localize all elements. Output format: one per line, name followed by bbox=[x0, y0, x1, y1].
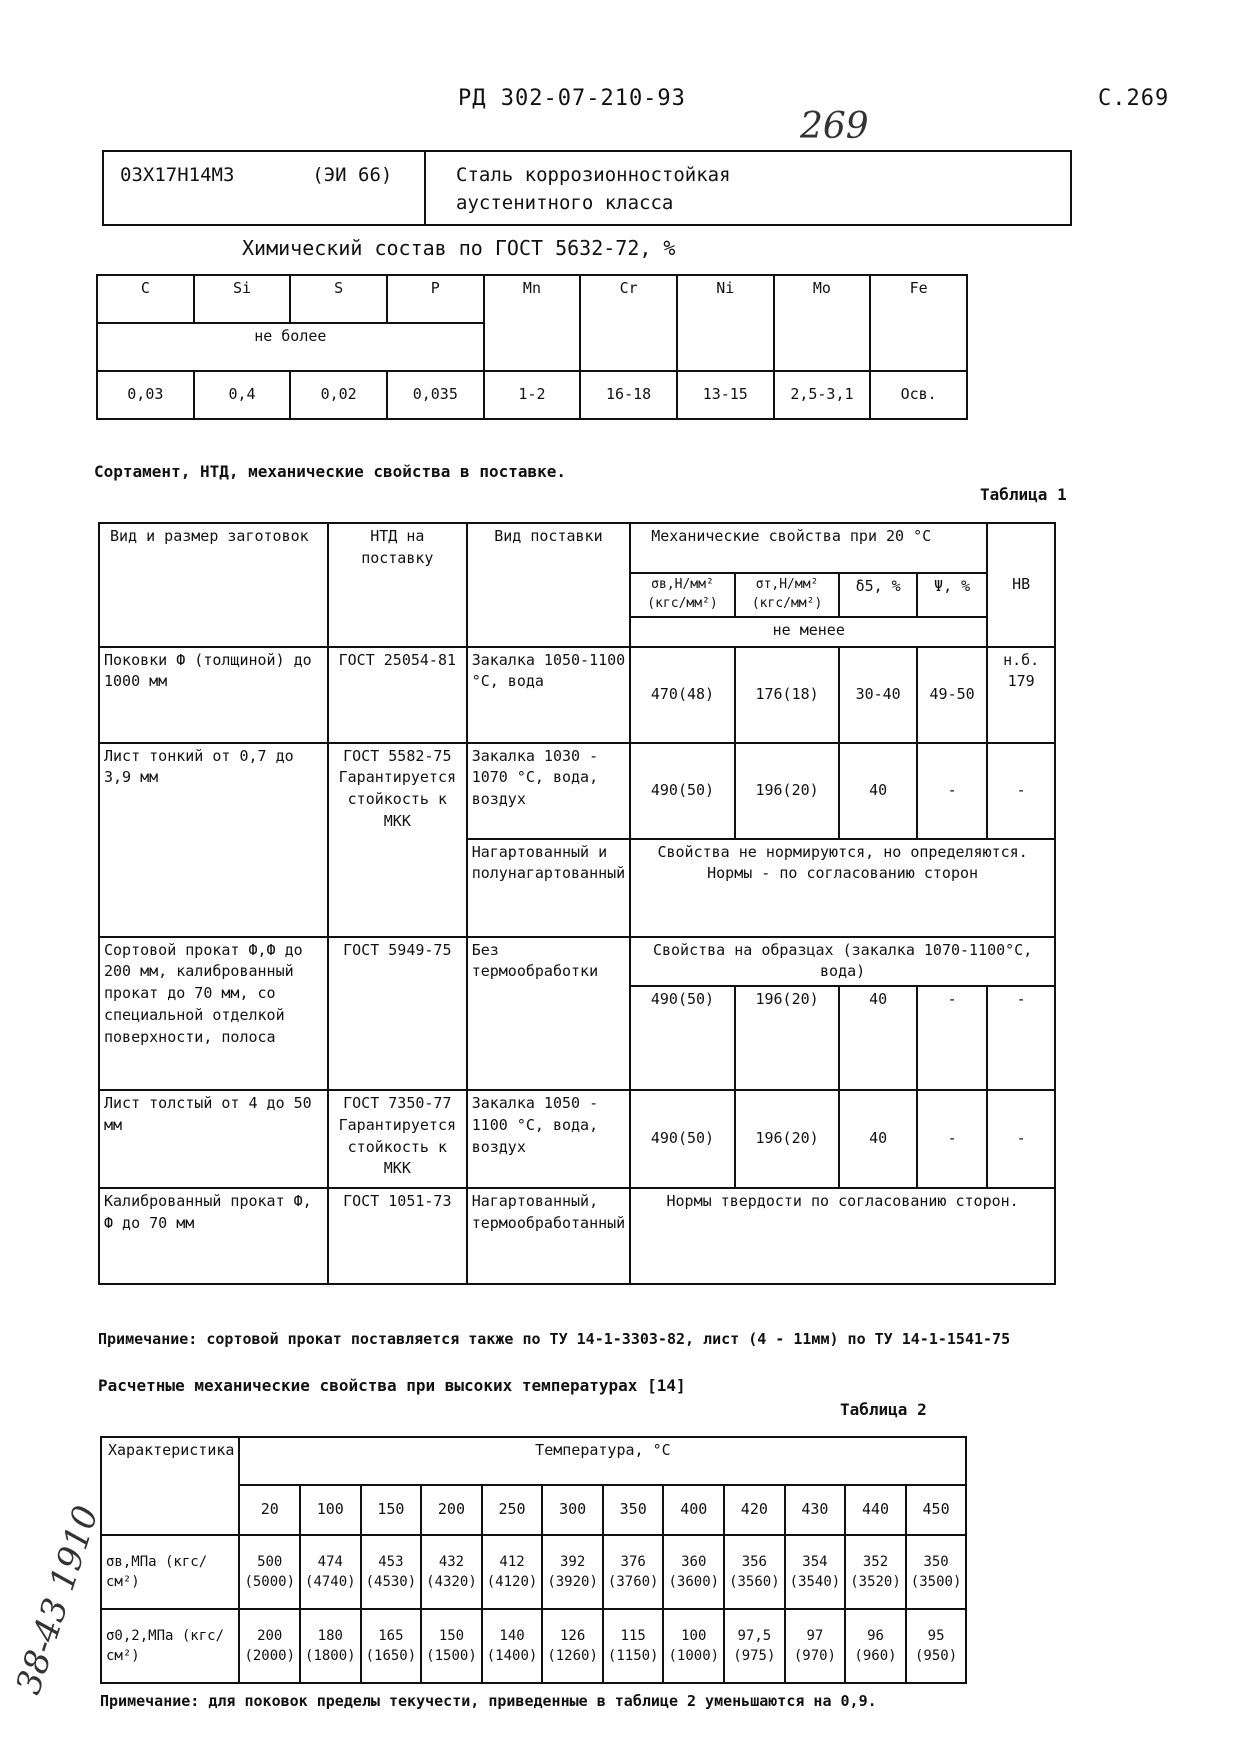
chem-value-si: 0,4 bbox=[194, 371, 291, 419]
t2-r2-cell: 100 (1000) bbox=[663, 1609, 724, 1683]
t2-r2-cell: 115 (1150) bbox=[603, 1609, 664, 1683]
handwritten-page-number: 269 bbox=[800, 106, 869, 147]
grade-description bbox=[425, 151, 1071, 225]
t1-r3-span: Свойства не нормируются, но определяются. Нормы - по согласованию сторон bbox=[630, 839, 1055, 937]
t1-r2-kind: Лист тонкий от 0,7 до 3,9 мм bbox=[99, 743, 328, 937]
t2-r1-cell: 500 (5000) bbox=[239, 1535, 300, 1609]
table1 bbox=[98, 522, 1056, 1285]
chem-header-si: Si bbox=[194, 275, 291, 323]
t1-header-min: не менее bbox=[630, 617, 987, 647]
t2-r2-cell: 97 (970) bbox=[785, 1609, 846, 1683]
t2-temp-250: 250 bbox=[482, 1485, 543, 1535]
t1-r5-psi: - bbox=[917, 1090, 987, 1188]
margin-handwriting: 38-43 1910 bbox=[8, 1500, 107, 1700]
chem-header-fe: Fe bbox=[870, 275, 967, 371]
t2-temp-200: 200 bbox=[421, 1485, 482, 1535]
chem-value-fe: Осв. bbox=[870, 371, 967, 419]
t1-r2-st: 196(20) bbox=[735, 743, 840, 839]
grade-cell bbox=[103, 151, 425, 225]
table-row bbox=[99, 647, 1055, 743]
t1-r6-span: Нормы твердости по согласованию сторон. bbox=[630, 1188, 1055, 1284]
t2-r2-cell: 150 (1500) bbox=[421, 1609, 482, 1683]
t2-r1-cell: 350 (3500) bbox=[906, 1535, 967, 1609]
t2-temp-100: 100 bbox=[300, 1485, 361, 1535]
grade-box bbox=[102, 150, 1072, 226]
t1-r4-d5: 40 bbox=[839, 986, 917, 1090]
chem-value-mo: 2,5-3,1 bbox=[774, 371, 871, 419]
t1-r6-kind: Калиброванный прокат Ф, Ф до 70 мм bbox=[99, 1188, 328, 1284]
t1-r2-sb: 490(50) bbox=[630, 743, 735, 839]
chem-header-p: P bbox=[387, 275, 484, 323]
t1-r4-ntd: ГОСТ 5949-75 bbox=[328, 937, 467, 1091]
chem-header-mo: Mo bbox=[774, 275, 871, 371]
t1-r5-st: 196(20) bbox=[735, 1090, 840, 1188]
t1-header-hb: НВ bbox=[987, 523, 1055, 647]
chem-value-c: 0,03 bbox=[97, 371, 194, 419]
chem-value-s: 0,02 bbox=[290, 371, 387, 419]
chem-not-more: не более bbox=[97, 323, 484, 371]
t1-r2-hb: - bbox=[987, 743, 1055, 839]
t1-r1-kind: Поковки Ф (толщиной) до 1000 мм bbox=[99, 647, 328, 743]
t1-r1-hb: н.б. 179 bbox=[987, 647, 1055, 743]
t2-temp-20: 20 bbox=[239, 1485, 300, 1535]
t2-r1-cell: 474 (4740) bbox=[300, 1535, 361, 1609]
t2-r2-cell: 95 (950) bbox=[906, 1609, 967, 1683]
t2-r1-cell: 432 (4320) bbox=[421, 1535, 482, 1609]
t1-header-psi: Ψ, % bbox=[917, 573, 987, 617]
t2-temp-350: 350 bbox=[603, 1485, 664, 1535]
t2-r2-cell: 96 (960) bbox=[845, 1609, 906, 1683]
t2-header-temp: Температура, °С bbox=[239, 1437, 966, 1485]
t1-r1-st: 176(18) bbox=[735, 647, 840, 743]
t2-temp-150: 150 bbox=[361, 1485, 422, 1535]
chem-header-s: S bbox=[290, 275, 387, 323]
t1-r5-ntd: ГОСТ 7350-77 Гарантируется стойкость к МКК bbox=[328, 1090, 467, 1188]
t1-r1-state: Закалка 1050-1100 °С, вода bbox=[467, 647, 631, 743]
table-row bbox=[99, 743, 1055, 839]
grade-name: 03Х17Н14М3 bbox=[120, 164, 235, 186]
t1-header-mech: Механические свойства при 20 °С bbox=[630, 523, 987, 573]
chem-value-p: 0,035 bbox=[387, 371, 484, 419]
t1-r5-d5: 40 bbox=[839, 1090, 917, 1188]
t1-header-kind: Вид и размер заготовок bbox=[99, 523, 328, 647]
table-row bbox=[99, 1188, 1055, 1284]
table2 bbox=[100, 1436, 967, 1684]
table2-intro: Расчетные механические свойства при высоких температурах [14] bbox=[98, 1376, 686, 1395]
t2-r2-cell: 165 (1650) bbox=[361, 1609, 422, 1683]
chem-header-ni: Ni bbox=[677, 275, 774, 371]
page-number: С.269 bbox=[1098, 86, 1170, 111]
t2-r2-cell: 126 (1260) bbox=[542, 1609, 603, 1683]
t1-r6-ntd: ГОСТ 1051-73 bbox=[328, 1188, 467, 1284]
t1-r4-span: Свойства на образцах (закалка 1070-1100°С, вода) bbox=[630, 937, 1055, 987]
t1-header-d5: δ5, % bbox=[839, 573, 917, 617]
t1-r1-sb: 470(48) bbox=[630, 647, 735, 743]
t1-r4-st: 196(20) bbox=[735, 986, 840, 1090]
t2-r2-cell: 200 (2000) bbox=[239, 1609, 300, 1683]
t2-header-char: Характеристика bbox=[101, 1437, 239, 1535]
t2-r1-cell: 360 (3600) bbox=[663, 1535, 724, 1609]
t1-r1-ntd: ГОСТ 25054-81 bbox=[328, 647, 467, 743]
t1-r5-hb: - bbox=[987, 1090, 1055, 1188]
grade-desc-line2: аустенитного класса bbox=[456, 191, 674, 214]
t1-r4-psi: - bbox=[917, 986, 987, 1090]
t2-r1-cell: 412 (4120) bbox=[482, 1535, 543, 1609]
chem-value-cr: 16-18 bbox=[580, 371, 677, 419]
table1-intro: Сортамент, НТД, механические свойства в поставке. bbox=[94, 462, 567, 481]
t2-r2-cell: 97,5 (975) bbox=[724, 1609, 785, 1683]
t1-r6-state: Нагартованный, термообработанный bbox=[467, 1188, 631, 1284]
t2-row1-label: σв,МПа (кгс/см²) bbox=[101, 1535, 239, 1609]
t2-r2-cell: 180 (1800) bbox=[300, 1609, 361, 1683]
t2-r1-cell: 352 (3520) bbox=[845, 1535, 906, 1609]
t2-r1-cell: 354 (3540) bbox=[785, 1535, 846, 1609]
table2-caption: Таблица 2 bbox=[840, 1400, 927, 1419]
document-code: РД 302-07-210-93 bbox=[458, 86, 686, 111]
table-row bbox=[99, 1090, 1055, 1188]
t1-r2-state: Закалка 1030 - 1070 °С, вода, воздух bbox=[467, 743, 631, 839]
t1-header-state: Вид поставки bbox=[467, 523, 631, 647]
chem-table bbox=[96, 274, 968, 420]
t1-r4-hb: - bbox=[987, 986, 1055, 1090]
table1-note: Примечание: сортовой прокат поставляется также по ТУ 14-1-3303-82, лист (4 - 11мм) по ТУ 14-1-1541-75 bbox=[98, 1330, 1011, 1348]
t1-r2-d5: 40 bbox=[839, 743, 917, 839]
table-row bbox=[99, 937, 1055, 987]
t2-r1-cell: 376 (3760) bbox=[603, 1535, 664, 1609]
t1-header-ntd: НТД на поставку bbox=[328, 523, 467, 647]
chem-value-mn: 1-2 bbox=[484, 371, 581, 419]
t1-r5-sb: 490(50) bbox=[630, 1090, 735, 1188]
t2-temp-300: 300 bbox=[542, 1485, 603, 1535]
t1-r4-kind: Сортовой прокат Ф,Ф до 200 мм, калиброванный прокат до 70 мм, со специальной отделкой поверхности, полоса bbox=[99, 937, 328, 1091]
t2-temp-430: 430 bbox=[785, 1485, 846, 1535]
t2-r1-cell: 453 (4530) bbox=[361, 1535, 422, 1609]
chem-value-ni: 13-15 bbox=[677, 371, 774, 419]
chem-header-mn: Mn bbox=[484, 275, 581, 371]
t1-r3-state: Нагартованный и полунагартованный bbox=[467, 839, 631, 937]
table-row bbox=[101, 1609, 966, 1683]
table-row bbox=[101, 1535, 966, 1609]
t1-r2-ntd: ГОСТ 5582-75 Гарантируется стойкость к МКК bbox=[328, 743, 467, 937]
t1-r1-d5: 30-40 bbox=[839, 647, 917, 743]
t2-r1-cell: 392 (3920) bbox=[542, 1535, 603, 1609]
t1-r4-state: Без термообработки bbox=[467, 937, 631, 1091]
t2-r2-cell: 140 (1400) bbox=[482, 1609, 543, 1683]
t1-r5-kind: Лист толстый от 4 до 50 мм bbox=[99, 1090, 328, 1188]
t2-temp-400: 400 bbox=[663, 1485, 724, 1535]
grade-desc-line1: Сталь коррозионностойкая bbox=[456, 164, 731, 186]
t1-header-sb: σв,Н/мм² (кгс/мм²) bbox=[630, 573, 735, 617]
grade-alt: (ЭИ 66) bbox=[312, 164, 393, 186]
chem-header-c: C bbox=[97, 275, 194, 323]
chem-header-cr: Cr bbox=[580, 275, 677, 371]
t1-r1-psi: 49-50 bbox=[917, 647, 987, 743]
t2-temp-440: 440 bbox=[845, 1485, 906, 1535]
t2-temp-450: 450 bbox=[906, 1485, 967, 1535]
t1-r2-psi: - bbox=[917, 743, 987, 839]
table1-caption: Таблица 1 bbox=[980, 485, 1067, 504]
t1-r5-state: Закалка 1050 - 1100 °С, вода, воздух bbox=[467, 1090, 631, 1188]
chem-title: Химический состав по ГОСТ 5632-72, % bbox=[242, 236, 676, 260]
t2-r1-cell: 356 (3560) bbox=[724, 1535, 785, 1609]
t2-row2-label: σ0,2,МПа (кгс/см²) bbox=[101, 1609, 239, 1683]
t2-temp-420: 420 bbox=[724, 1485, 785, 1535]
t1-header-st: σт,Н/мм² (кгс/мм²) bbox=[735, 573, 840, 617]
table2-note: Примечание: для поковок пределы текучести, приведенные в таблице 2 уменьшаются на 0,9. bbox=[100, 1692, 877, 1710]
t1-r4-sb: 490(50) bbox=[630, 986, 735, 1090]
